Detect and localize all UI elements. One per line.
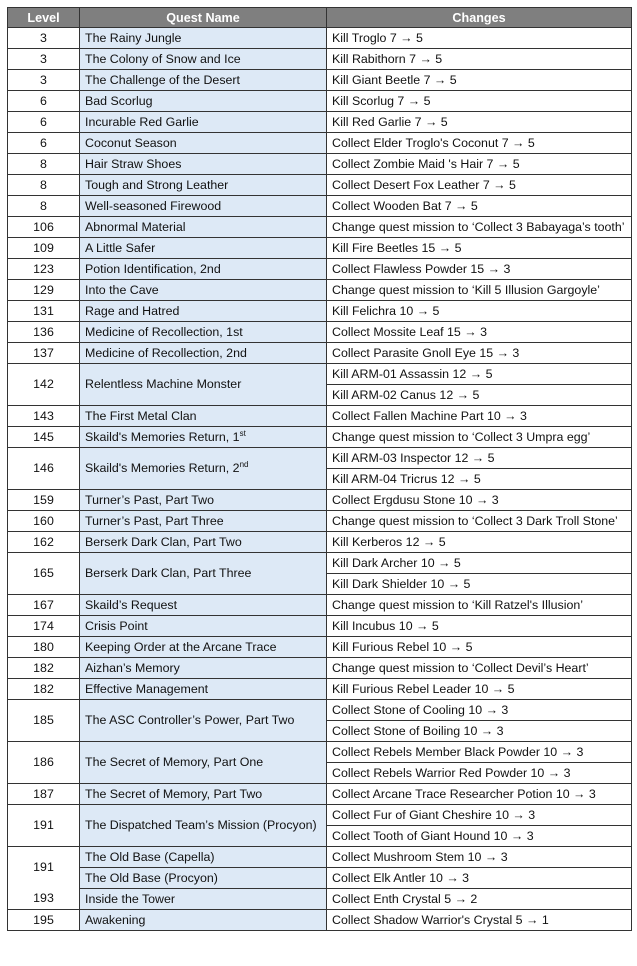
- changes-cell: Kill ARM-03 Inspector 12 → 5: [327, 448, 632, 469]
- level-cell: 6: [8, 91, 80, 112]
- level-cell: 8: [8, 175, 80, 196]
- changes-cell: Change quest mission to ‘Collect 3 Umpra egg’: [327, 427, 632, 448]
- table-row: [8, 49, 632, 70]
- quest-name: Rage and Hatred: [85, 303, 180, 318]
- changes-cell: Kill Furious Rebel Leader 10 → 5: [327, 679, 632, 700]
- quest-name: Potion Identification, 2nd: [85, 261, 221, 276]
- quest-name: Incurable Red Garlie: [85, 114, 199, 129]
- table-row: [8, 175, 632, 196]
- level-cell: 142: [8, 364, 80, 406]
- quest-name: Skaild's Memories Return, 2: [85, 461, 240, 475]
- quest-name-cell: [80, 322, 327, 343]
- quest-name: Well-seasoned Firewood: [85, 198, 222, 213]
- changes-cell: Collect Zombie Maid 's Hair 7 → 5: [327, 154, 632, 175]
- table-row: [8, 448, 632, 469]
- quest-name: A Little Safer: [85, 240, 156, 255]
- table-row: [8, 322, 632, 343]
- changes-cell: Collect Enth Crystal 5 → 2: [327, 889, 632, 910]
- table-row: [8, 28, 632, 49]
- level-cell: 174: [8, 616, 80, 637]
- table-row: [8, 259, 632, 280]
- changes-cell: Change quest mission to ‘Collect 3 Dark Troll Stone’: [327, 511, 632, 532]
- changes-cell: Change quest mission to ‘Kill 5 Illusion Gargoyle’: [327, 280, 632, 301]
- table-row: [8, 343, 632, 364]
- quest-name-cell: [80, 448, 327, 490]
- quest-name: Hair Straw Shoes: [85, 156, 182, 171]
- table-row: [8, 217, 632, 238]
- level-cell: 146: [8, 448, 80, 490]
- quest-name-cell: [80, 196, 327, 217]
- table-row: [8, 805, 632, 826]
- table-row: [8, 511, 632, 532]
- quest-name: The ASC Controller’s Power, Part Two: [85, 713, 295, 727]
- changes-cell: Collect Rebels Warrior Red Powder 10 → 3: [327, 763, 632, 784]
- table-row: [8, 679, 632, 700]
- quest-changes-table: [7, 7, 632, 931]
- changes-cell: Kill Kerberos 12 → 5: [327, 532, 632, 553]
- changes-cell: Collect Stone of Cooling 10 → 3: [327, 700, 632, 721]
- level-cell: 8: [8, 196, 80, 217]
- level-cell: 162: [8, 532, 80, 553]
- level-cell: 160: [8, 511, 80, 532]
- header-level: Level: [8, 8, 80, 28]
- quest-name: Into the Cave: [85, 282, 159, 297]
- quest-name: Awakening: [85, 912, 146, 927]
- table-row: [8, 742, 632, 763]
- quest-name: The Dispatched Team’s Mission (Procyon): [85, 818, 317, 832]
- table-row: [8, 658, 632, 679]
- quest-name: Abnormal Material: [85, 219, 186, 234]
- table-row: [8, 700, 632, 721]
- quest-name-cell: [80, 280, 327, 301]
- changes-cell: Kill Troglo 7 → 5: [327, 28, 632, 49]
- quest-name-cell: [80, 154, 327, 175]
- quest-name-cell: [80, 490, 327, 511]
- quest-name: The Rainy Jungle: [85, 30, 182, 45]
- changes-cell: Change quest mission to ‘Collect Devil’s Heart’: [327, 658, 632, 679]
- quest-name: The Secret of Memory, Part Two: [85, 786, 263, 801]
- ordinal-suffix: st: [239, 428, 246, 438]
- quest-name-cell: [80, 532, 327, 553]
- quest-name: Bad Scorlug: [85, 93, 153, 108]
- level-cell: 159: [8, 490, 80, 511]
- table-row: [8, 280, 632, 301]
- table-row: [8, 553, 632, 574]
- changes-cell: Kill Red Garlie 7 → 5: [327, 112, 632, 133]
- level-cell: 3: [8, 49, 80, 70]
- level-cell: 123: [8, 259, 80, 280]
- level-cell: 165: [8, 553, 80, 595]
- level-cell: 186: [8, 742, 80, 784]
- table-row: [8, 532, 632, 553]
- table-row: [8, 238, 632, 259]
- quest-name: Effective Management: [85, 681, 209, 696]
- changes-cell: Collect Ergdusu Stone 10 → 3: [327, 490, 632, 511]
- level-cell: 143: [8, 406, 80, 427]
- table-row: [8, 406, 632, 427]
- table-row: [8, 637, 632, 658]
- quest-name-cell: [80, 427, 327, 448]
- table-row: [8, 196, 632, 217]
- changes-cell: Kill ARM-01 Assassin 12 → 5: [327, 364, 632, 385]
- quest-name-cell: [80, 658, 327, 679]
- quest-name-cell: [80, 616, 327, 637]
- changes-cell: Collect Elder Troglo's Coconut 7 → 5: [327, 133, 632, 154]
- quest-name: Berserk Dark Clan, Part Two: [85, 534, 242, 549]
- changes-cell: Collect Mossite Leaf 15 → 3: [327, 322, 632, 343]
- level-cell: 109: [8, 238, 80, 259]
- quest-name: Medicine of Recollection, 2nd: [85, 345, 247, 360]
- quest-name-cell: [80, 679, 327, 700]
- quest-name: Aizhan’s Memory: [85, 660, 180, 675]
- level-cell: 137: [8, 343, 80, 364]
- quest-name: Relentless Machine Monster: [85, 377, 242, 391]
- table-row: [8, 112, 632, 133]
- quest-name-cell: [80, 742, 327, 784]
- quest-name: Inside the Tower: [85, 891, 176, 906]
- quest-name: The Old Base (Procyon): [85, 870, 218, 885]
- table-row: [8, 364, 632, 385]
- quest-name: Crisis Point: [85, 618, 148, 633]
- quest-name-cell: [80, 364, 327, 406]
- level-cell: 187: [8, 784, 80, 805]
- changes-cell: Collect Parasite Gnoll Eye 15 → 3: [327, 343, 632, 364]
- changes-cell: Kill Dark Archer 10 → 5: [327, 553, 632, 574]
- level-cell: 195: [8, 910, 80, 931]
- table-row: [8, 70, 632, 91]
- changes-cell: Collect Elk Antler 10 → 3: [327, 868, 632, 889]
- table-row: [8, 868, 632, 889]
- quest-name-cell: [80, 889, 327, 910]
- changes-cell: Collect Mushroom Stem 10 → 3: [327, 847, 632, 868]
- table-row: [8, 133, 632, 154]
- header-row: [8, 8, 632, 28]
- quest-name-cell: [80, 847, 327, 868]
- quest-name-cell: [80, 700, 327, 742]
- changes-cell: Collect Fur of Giant Cheshire 10 → 3: [327, 805, 632, 826]
- level-cell: 185: [8, 700, 80, 742]
- changes-cell: Collect Shadow Warrior's Crystal 5 → 1: [327, 910, 632, 931]
- header-quest-name: Quest Name: [80, 8, 327, 28]
- table-row: [8, 889, 632, 910]
- changes-cell: Collect Wooden Bat 7 → 5: [327, 196, 632, 217]
- quest-name-cell: [80, 343, 327, 364]
- quest-name-cell: [80, 595, 327, 616]
- table-row: [8, 301, 632, 322]
- changes-cell: Kill ARM-02 Canus 12 → 5: [327, 385, 632, 406]
- quest-name-cell: [80, 868, 327, 889]
- quest-name: Turner’s Past, Part Three: [85, 513, 224, 528]
- changes-cell: Collect Tooth of Giant Hound 10 → 3: [327, 826, 632, 847]
- quest-name-cell: [80, 910, 327, 931]
- quest-name-cell: [80, 259, 327, 280]
- quest-name: The First Metal Clan: [85, 408, 197, 423]
- level-cell: 3: [8, 28, 80, 49]
- changes-cell: Collect Rebels Member Black Powder 10 → 3: [327, 742, 632, 763]
- quest-name-cell: [80, 406, 327, 427]
- changes-cell: Kill Scorlug 7 → 5: [327, 91, 632, 112]
- quest-name-cell: [80, 49, 327, 70]
- changes-cell: Kill Fire Beetles 15 → 5: [327, 238, 632, 259]
- level-cell: 131: [8, 301, 80, 322]
- changes-cell: Kill Felichra 10 → 5: [327, 301, 632, 322]
- changes-cell: Kill Furious Rebel 10 → 5: [327, 637, 632, 658]
- header-changes: Changes: [327, 8, 632, 28]
- quest-name: The Challenge of the Desert: [85, 72, 240, 87]
- quest-name: The Old Base (Capella): [85, 849, 215, 864]
- changes-cell: Kill ARM-04 Tricrus 12 → 5: [327, 469, 632, 490]
- level-cell: 191: [8, 847, 80, 889]
- quest-name: The Secret of Memory, Part One: [85, 755, 264, 769]
- quest-name-cell: [80, 301, 327, 322]
- changes-cell: Collect Arcane Trace Researcher Potion 10 → 3: [327, 784, 632, 805]
- quest-name-cell: [80, 28, 327, 49]
- level-cell: 182: [8, 658, 80, 679]
- quest-name: Turner’s Past, Part Two: [85, 492, 215, 507]
- quest-name: Coconut Season: [85, 135, 177, 150]
- changes-cell: Collect Desert Fox Leather 7 → 5: [327, 175, 632, 196]
- table-row: [8, 91, 632, 112]
- quest-name-cell: [80, 70, 327, 91]
- table-row: [8, 595, 632, 616]
- changes-cell: Kill Incubus 10 → 5: [327, 616, 632, 637]
- quest-name-cell: [80, 238, 327, 259]
- level-cell: 167: [8, 595, 80, 616]
- changes-cell: Kill Rabithorn 7 → 5: [327, 49, 632, 70]
- table-row: [8, 490, 632, 511]
- quest-name-cell: [80, 175, 327, 196]
- changes-cell: Collect Fallen Machine Part 10 → 3: [327, 406, 632, 427]
- table-row: [8, 616, 632, 637]
- level-cell: 182: [8, 679, 80, 700]
- ordinal-suffix: nd: [239, 459, 249, 469]
- level-cell: 180: [8, 637, 80, 658]
- table-row: [8, 784, 632, 805]
- level-cell: 193: [8, 889, 80, 910]
- quest-name: Tough and Strong Leather: [85, 177, 229, 192]
- quest-name-cell: [80, 91, 327, 112]
- level-cell: 145: [8, 427, 80, 448]
- quest-name-cell: [80, 133, 327, 154]
- quest-name-cell: [80, 112, 327, 133]
- level-cell: 6: [8, 112, 80, 133]
- table-row: [8, 427, 632, 448]
- table-row: [8, 847, 632, 868]
- changes-cell: Kill Giant Beetle 7 → 5: [327, 70, 632, 91]
- level-cell: 8: [8, 154, 80, 175]
- table-row: [8, 154, 632, 175]
- quest-name-cell: [80, 511, 327, 532]
- quest-name: Skaild's Memories Return, 1: [85, 429, 240, 444]
- changes-cell: Collect Stone of Boiling 10 → 3: [327, 721, 632, 742]
- level-cell: 6: [8, 133, 80, 154]
- quest-name: Berserk Dark Clan, Part Three: [85, 566, 252, 580]
- quest-name-cell: [80, 217, 327, 238]
- level-cell: 136: [8, 322, 80, 343]
- changes-cell: Collect Flawless Powder 15 → 3: [327, 259, 632, 280]
- table-row: [8, 910, 632, 931]
- quest-name: The Colony of Snow and Ice: [85, 51, 241, 66]
- quest-name-cell: [80, 637, 327, 658]
- quest-name-cell: [80, 553, 327, 595]
- level-cell: 191: [8, 805, 80, 847]
- quest-name: Skaild’s Request: [85, 597, 178, 612]
- changes-cell: Change quest mission to ‘Collect 3 Babayaga’s tooth’: [327, 217, 632, 238]
- quest-name-cell: [80, 784, 327, 805]
- level-cell: 129: [8, 280, 80, 301]
- level-cell: 3: [8, 70, 80, 91]
- quest-name: Keeping Order at the Arcane Trace: [85, 639, 277, 654]
- changes-cell: Kill Dark Shielder 10 → 5: [327, 574, 632, 595]
- level-cell: 106: [8, 217, 80, 238]
- quest-name: Medicine of Recollection, 1st: [85, 324, 243, 339]
- quest-name-cell: [80, 805, 327, 847]
- table-body: [8, 28, 632, 931]
- changes-cell: Change quest mission to ‘Kill Ratzel's Illusion’: [327, 595, 632, 616]
